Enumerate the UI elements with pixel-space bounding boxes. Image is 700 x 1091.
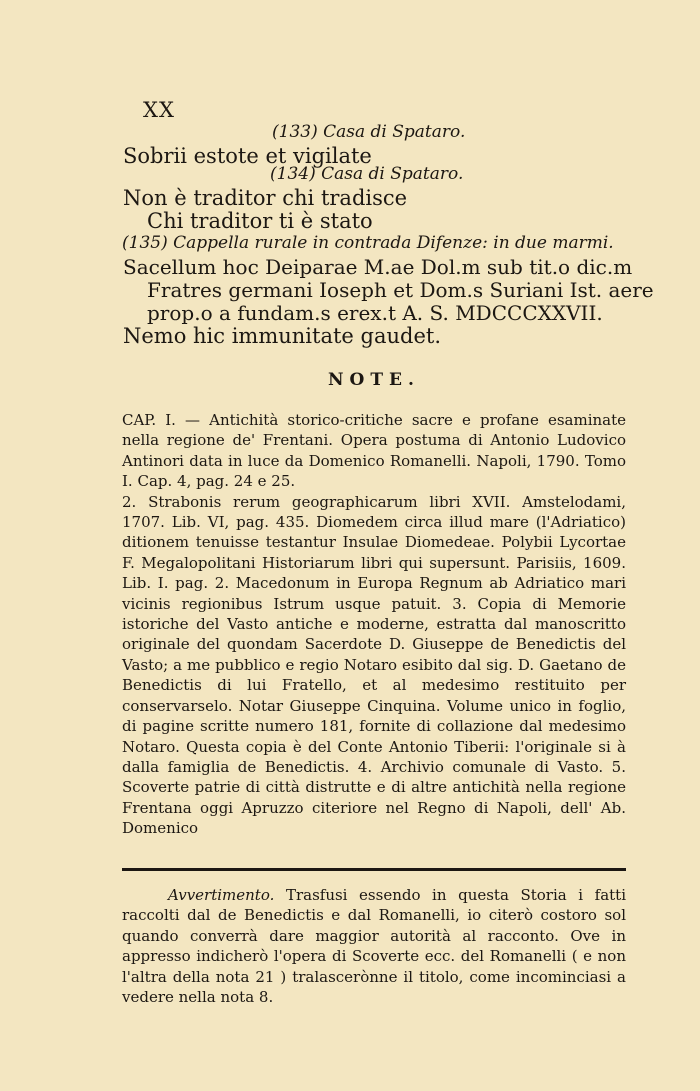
inscription-line: Sobrii estote et vigilate	[123, 144, 372, 168]
caption-135: (135) Cappella rurale in contrada Difenze: in due marmi.	[122, 233, 614, 253]
section-rule	[122, 868, 626, 871]
note-cap-1: CAP. I. — Antichità storico-critiche sacre e profane esaminate nella regione de' Frentani. Opera postuma di Antonio Ludovico Antinori data in luce da Domenico Romanelli. Napoli, 1790. Tomo I. Cap. 4, pag. 24 e 25.	[122, 411, 626, 491]
note-2-5: 2. Strabonis rerum geographicarum libri XVII. Amstelodami, 1707. Lib. VI, pag. 435. Diomedem circa illud mare (l'Adriatico) ditionem tenuisse testantur Insulae Diomedeae. Polybii Lycortae F. Megalopolitani Historiarum libri qui supersunt. Parisiis, 1609. Lib. I. pag. 2. Macedonum in Europa Regnum ab Adriatico mari vicinis regionibus Istrum usque patuit. 3. Copia di Memorie istoriche del Vasto antiche e moderne, estratta dal manoscritto originale del quondam Sacerdote D. Giuseppe de Benedictis del Vasto; a me pubblico e regio Notaro esibito dal sig. D. Gaetano de Benedictis di lui Fratello, et al medesimo restituito per conservarselo. Notar Giuseppe Cinquina. Volume unico in foglio, di pagine scritte numero 181, fornite di collazione dal medesimo Notaro. Questa copia è del Conte Antonio Tiberii: l'originale si à dalla famiglia de Benedictis. 4. Archivio comunale di Vasto. 5. Scoverte patrie di città distrutte e di altre antichità nella regione Frentana oggi Apruzzo citeriore nel Regno di Napoli, dell' Ab. Domenico	[122, 492, 626, 838]
avvertimento-text: Trasfusi essendo in questa Storia i fatti raccolti dal de Benedictis e dal Romanelli, io citerò costoro sol quando converrà dare maggior autorità al racconto. Ove in appresso indicherò l'opera di Scoverte ecc. del Romanelli ( e non l'altra della nota 21 ) tralascerònne il titolo, come incominciasi a vedere nella nota 8.	[122, 886, 626, 1007]
inscription-line: Sacellum hoc Deiparae M.ae Dol.m sub tit.o dic.m	[123, 255, 633, 279]
inscription-line: prop.o a fundam.s erex.t A. S. MDCCCXXVII.	[147, 301, 603, 325]
avvertimento-block	[122, 885, 626, 1007]
notes-body	[122, 410, 626, 839]
avvertimento-label: Avvertimento.	[168, 886, 275, 904]
page-number: XX	[143, 98, 175, 122]
inscription-line: Chi traditor ti è stato	[147, 209, 373, 233]
caption-133: (133) Casa di Spataro.	[272, 122, 466, 142]
inscription-line: Non è traditor chi tradisce	[123, 186, 408, 210]
notes-heading: NOTE.	[328, 370, 420, 390]
inscription-line: Nemo hic immunitate gaudet.	[123, 324, 441, 348]
caption-134: (134) Casa di Spataro.	[270, 164, 464, 184]
inscription-line: Fratres germani Ioseph et Dom.s Suriani Ist. aere	[147, 278, 654, 302]
